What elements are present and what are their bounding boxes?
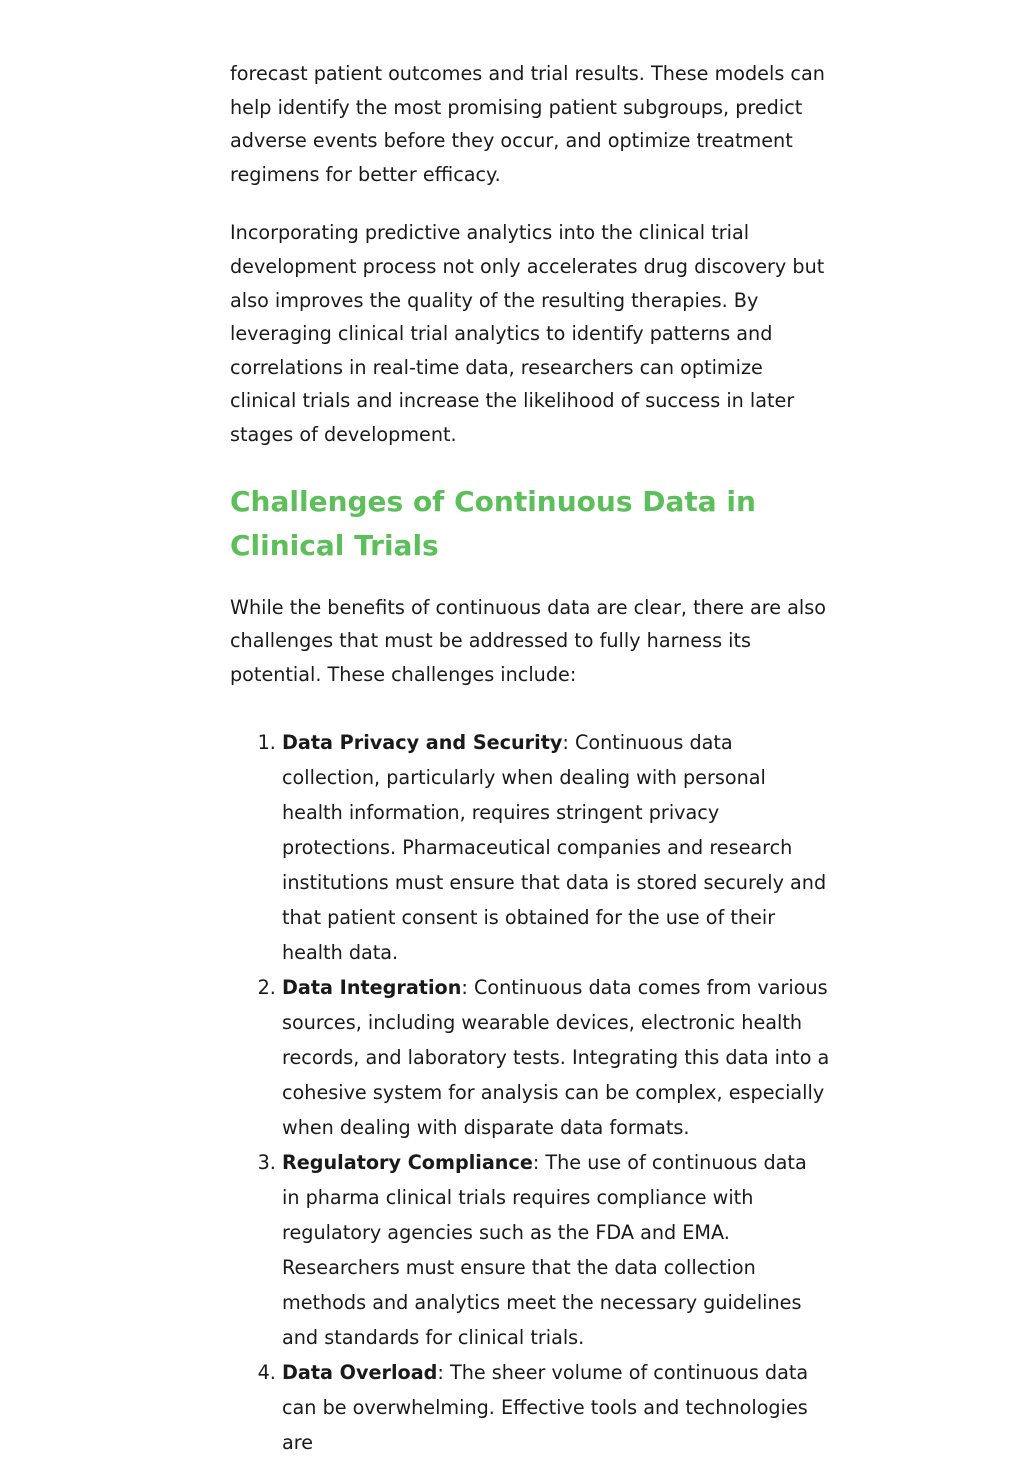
list-item-term: Data Privacy and Security [282, 731, 563, 755]
list-item-term: Data Integration [282, 976, 462, 1000]
list-item [282, 725, 830, 970]
section-heading: Challenges of Continuous Data in Clinical Trials [230, 484, 756, 562]
paragraph-predictive-analytics: Incorporating predictive analytics into the clinical trial development process not only accelerates drug discovery but also improves the quality of the resulting therapies. By leveraging clinical trial analytics to identify patterns and correlations in real-time data, researchers can optimize clinical trials and increase the likelihood of success in later stages of development. [230, 221, 825, 446]
list-item [282, 1145, 830, 1355]
list-item [282, 970, 830, 1145]
list-item-text: : Continuous data collection, particularly when dealing with personal health information, requires stringent privacy protections. Pharmaceutical companies and research institutions must ensure that data is stored securely and that patient consent is obtained for the use of their health data. [282, 731, 827, 965]
list-item-text: : The use of continuous data in pharma clinical trials requires compliance with regulatory agencies such as the FDA and EMA. Researchers must ensure that the data collection methods and analytics meet the necessary guidelines and standards for clinical trials. [282, 1151, 807, 1350]
list-item-text: : The sheer volume of continuous data can be overwhelming. Effective tools and technologies are [282, 1361, 809, 1455]
list-item-text: : Continuous data comes from various sources, including wearable devices, electronic health records, and laboratory tests. Integrating this data into a cohesive system for analysis can be complex, especially when dealing with disparate data formats. [282, 976, 830, 1140]
list-item [282, 1355, 830, 1460]
list-item-term: Data Overload [282, 1361, 438, 1385]
list-item-term: Regulatory Compliance [282, 1151, 533, 1175]
challenges-list [230, 725, 830, 1460]
article-body [230, 57, 830, 1460]
section-intro: While the benefits of continuous data are clear, there are also challenges that must be addressed to fully harness its potential. These challenges include: [230, 595, 826, 686]
paragraph-predictive-models: forecast patient outcomes and trial results. These models can help identify the most promising patient subgroups, predict adverse events before they occur, and optimize treatment regimens for better efficacy. [230, 62, 825, 186]
